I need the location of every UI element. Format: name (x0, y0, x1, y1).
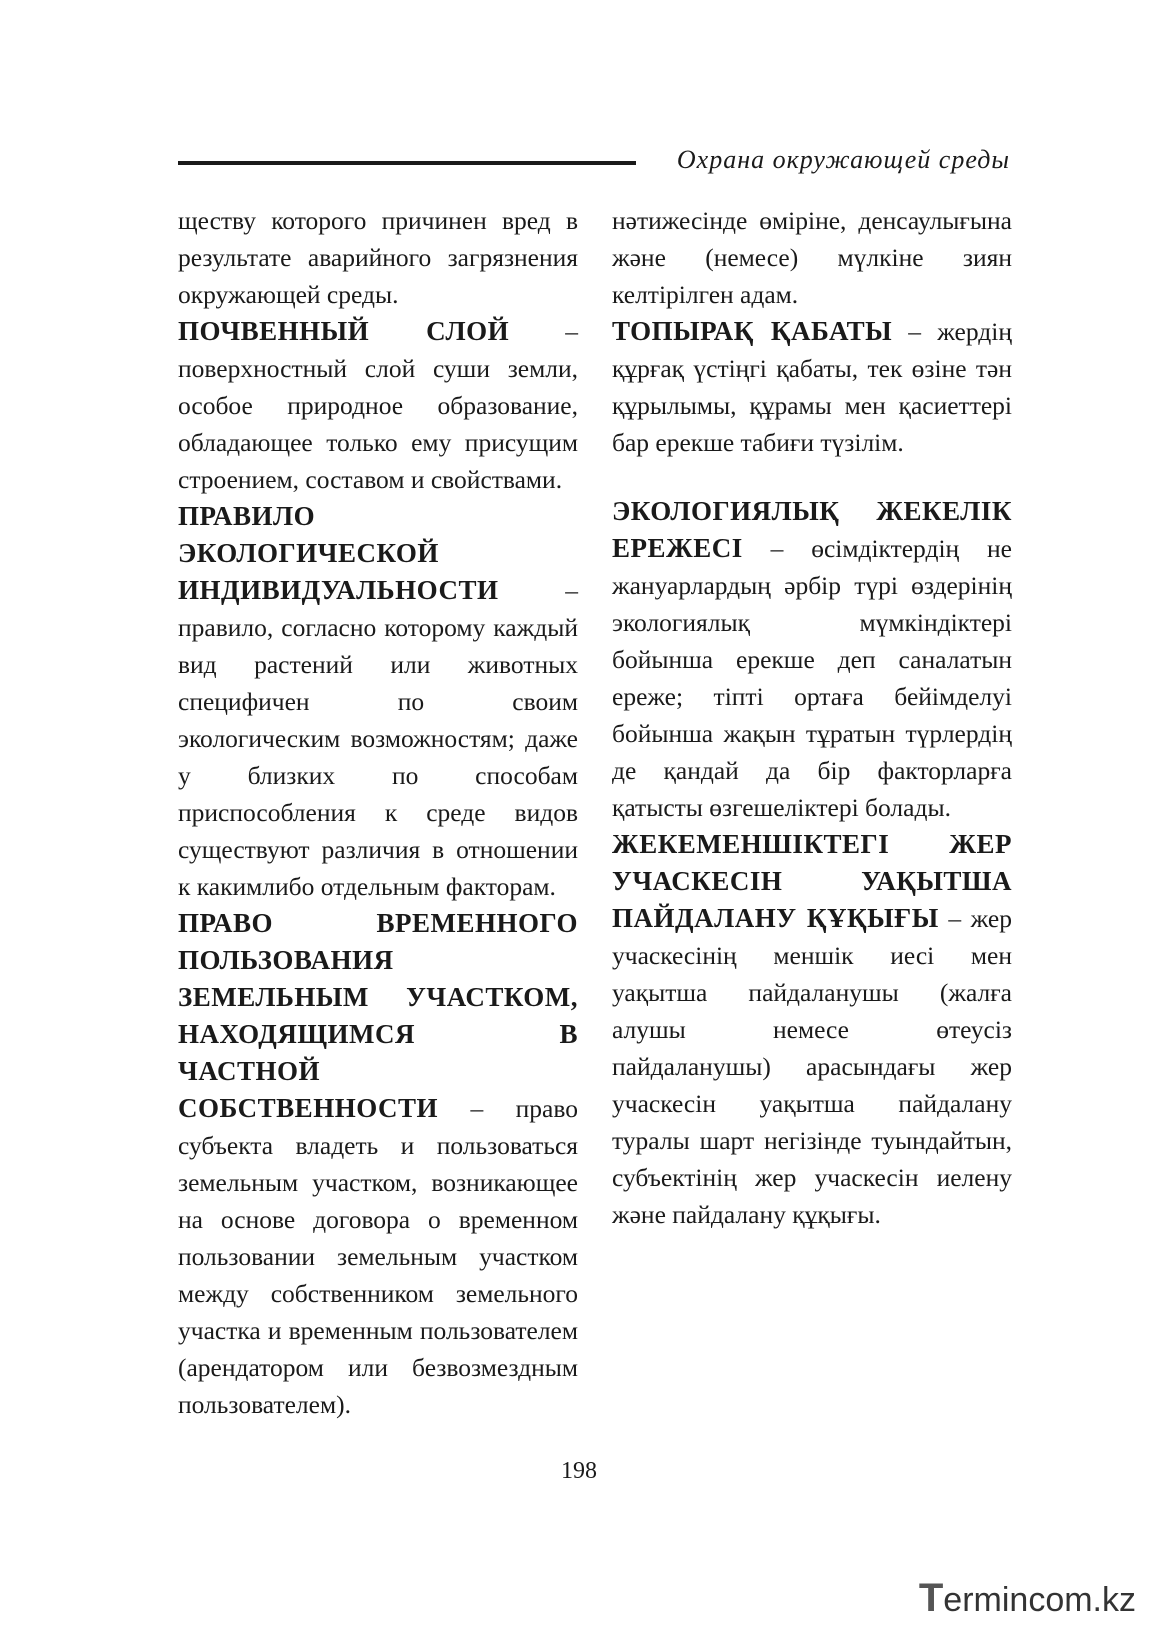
watermark-logo (919, 1576, 1136, 1621)
entry-text: – жердің құрғақ үстіңгі қабаты, тек өзіне тән құрылымы, құрамы мен қасиеттері бар ерекше табиғи түзілім. (612, 317, 1012, 457)
entry (612, 826, 1012, 1233)
entry (612, 202, 1012, 313)
entry-text: – поверхностный слой суши земли, особое природное образование, обладающее только ему присущим строением, составом и свойствами. (178, 317, 578, 494)
entry-text: – өсімдіктердің не жануарлардың әрбір түрі өздерінің экологиялық мүмкіндіктері бойынша ерекше деп саналатын ереже; тіпті ортаға бейімделуі бойынша жақын тұратын түрлердің де қандай да бір факторларға қатысты өзгешеліктері болады. (612, 534, 1012, 822)
header-rule (178, 161, 636, 165)
entry (612, 493, 1012, 826)
entry (178, 905, 578, 1423)
entry (178, 313, 578, 498)
entry (178, 202, 578, 313)
entry-term: ЭКОЛОГИЯЛЫҚ ЖЕКЕЛІК ЕРЕЖЕСІ (612, 496, 1012, 563)
entry-term: ЖЕКЕМЕНШІКТЕГІ ЖЕР УЧАСКЕСІН УАҚЫТША ПАЙДАЛАНУ ҚҰҚЫҒЫ (612, 829, 1012, 933)
entry-text: нәтижесінде өміріне, денсаулығына және (немесе) мүлкіне зиян келтірілген адам. (612, 206, 1012, 309)
right-column (612, 202, 1012, 1233)
running-header-title: Охрана окружающей среды (676, 145, 1010, 174)
left-column (178, 202, 578, 1423)
entry-term: ПОЧВЕННЫЙ СЛОЙ (178, 316, 510, 346)
entry-text: – жер учаскесінің меншік иесі мен уақытша пайдаланушы (жалға алушы немесе өтеусіз пайдаланушы) арасындағы жер учаскесін уақытша пайдалану туралы шарт негізінде туындайтын, субъектінің жер учаскесін иелену және пайдалану құқығы. (612, 904, 1012, 1229)
entry-term: ПРАВИЛО ЭКОЛОГИЧЕСКОЙ ИНДИВИДУАЛЬНОСТИ (178, 501, 499, 605)
watermark-initial: T (918, 1576, 944, 1620)
page-number: 198 (561, 1458, 597, 1484)
entry (178, 498, 578, 905)
entry-term: ТОПЫРАҚ ҚАБАТЫ (612, 316, 893, 346)
entry-text: ществу которого причинен вред в результате аварийного загрязнения окружающей среды. (178, 206, 578, 309)
entry (612, 313, 1012, 461)
entry-term: ПРАВО ВРЕМЕННОГО ПОЛЬЗОВАНИЯ ЗЕМЕЛЬНЫМ УЧАСТКОМ, НАХОДЯЩИМСЯ В ЧАСТНОЙ СОБСТВЕННОСТИ (178, 908, 578, 1123)
entry-text: – право субъекта владеть и пользоваться земельным участком, возникающее на основе договора о временном пользовании земельным участком между собственником земельного участка и временным пользователем (арендатором или безвозмездным пользователем). (178, 1094, 578, 1419)
watermark-text: ermincom.kz (943, 1581, 1136, 1619)
entry-text: – правило, согласно которому каждый вид растений или животных специфичен по своим экологическим возможностям; даже у близких по способам приспособления к среде видов существуют различия в отношении к какимлибо отдельным факторам. (178, 576, 578, 901)
